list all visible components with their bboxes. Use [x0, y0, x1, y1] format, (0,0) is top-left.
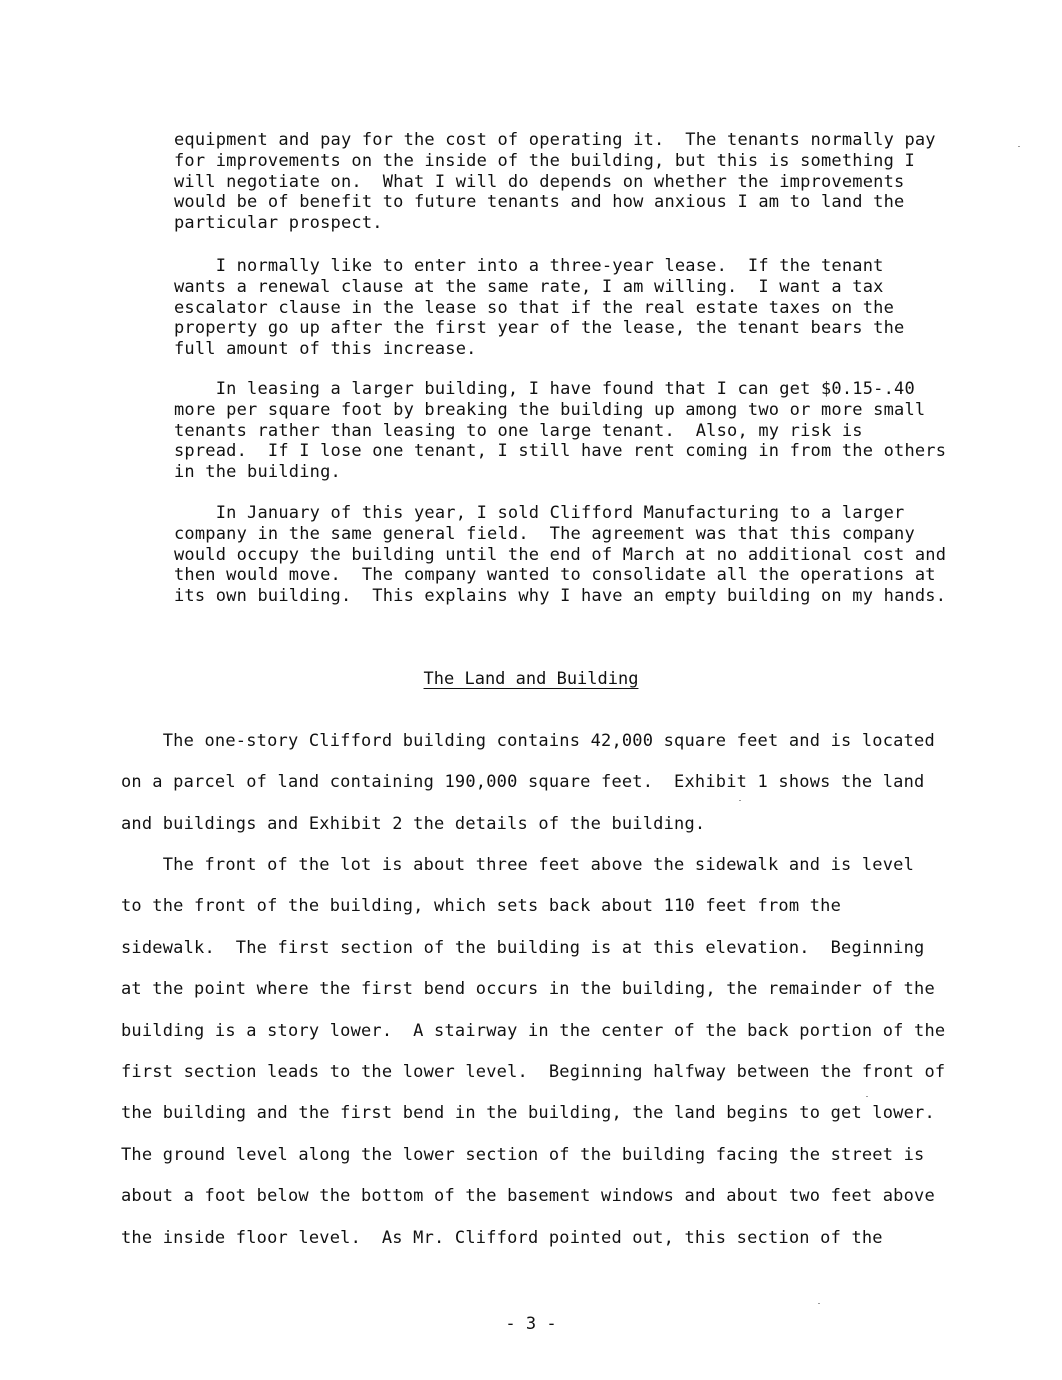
paragraph-january-sale: In January of this year, I sold Clifford Manufacturing to a larger company in the same general field. The agreement was that this company would occupy the building until the end of March at no additional cost and then would move. The company wanted to consolidate all the operations at its own building. This explains why I have an empty building on my hands.: [174, 503, 947, 607]
scan-speck: [739, 800, 741, 801]
scan-speck: [866, 1096, 868, 1097]
paragraph-lot-elevation: The front of the lot is about three feet above the sidewalk and is level to the front of the building, which sets back about 110 feet from the sidewalk. The first section of the building is at this elevation. Beginning at the point where the first bend occurs in the building, the remainder of the building is a story lower. A stairway in the center of the back portion of the first section leads to the lower level. Beginning halfway between the front of the building and the first bend in the building, the land begins to get lower. The ground level along the lower section of the building facing the street is about a foot below the bottom of the basement windows and about two feet above the inside floor level. As Mr. Clifford pointed out, this section of the: [121, 855, 946, 1248]
paragraph-lease-term: I normally like to enter into a three-year lease. If the tenant wants a renewal clause at the same rate, I am willing. I want a tax escalator clause in the lease so that if the real estate taxes on the property go up after the first year of the lease, the tenant bears the full amount of this increase.: [174, 256, 905, 360]
section-heading-text: The Land and Building: [423, 669, 639, 689]
scan-speck: [818, 1303, 820, 1304]
paragraph-equipment: equipment and pay for the cost of operating it. The tenants normally pay for improvements on the inside of the building, but this is something I will negotiate on. What I will do depends on whether the improvements would be of benefit to future tenants and how anxious I am to land the particular prospect.: [174, 130, 936, 234]
paragraph-larger-building: In leasing a larger building, I have found that I can get $0.15-.40 more per square foot by breaking the building up among two or more small tenants rather than leasing to one large tenant. Also, my risk is spread. If I lose one tenant, I still have rent coming in from the others in the building.: [174, 379, 947, 483]
paragraph-building-size: The one-story Clifford building contains 42,000 square feet and is located on a parcel of land containing 190,000 square feet. Exhibit 1 shows the land and buildings and Exhibit 2 the details of the building.: [121, 731, 935, 834]
section-heading: [0, 668, 1062, 690]
page-number: - 3 -: [505, 1314, 557, 1334]
scan-speck: [1018, 146, 1020, 147]
